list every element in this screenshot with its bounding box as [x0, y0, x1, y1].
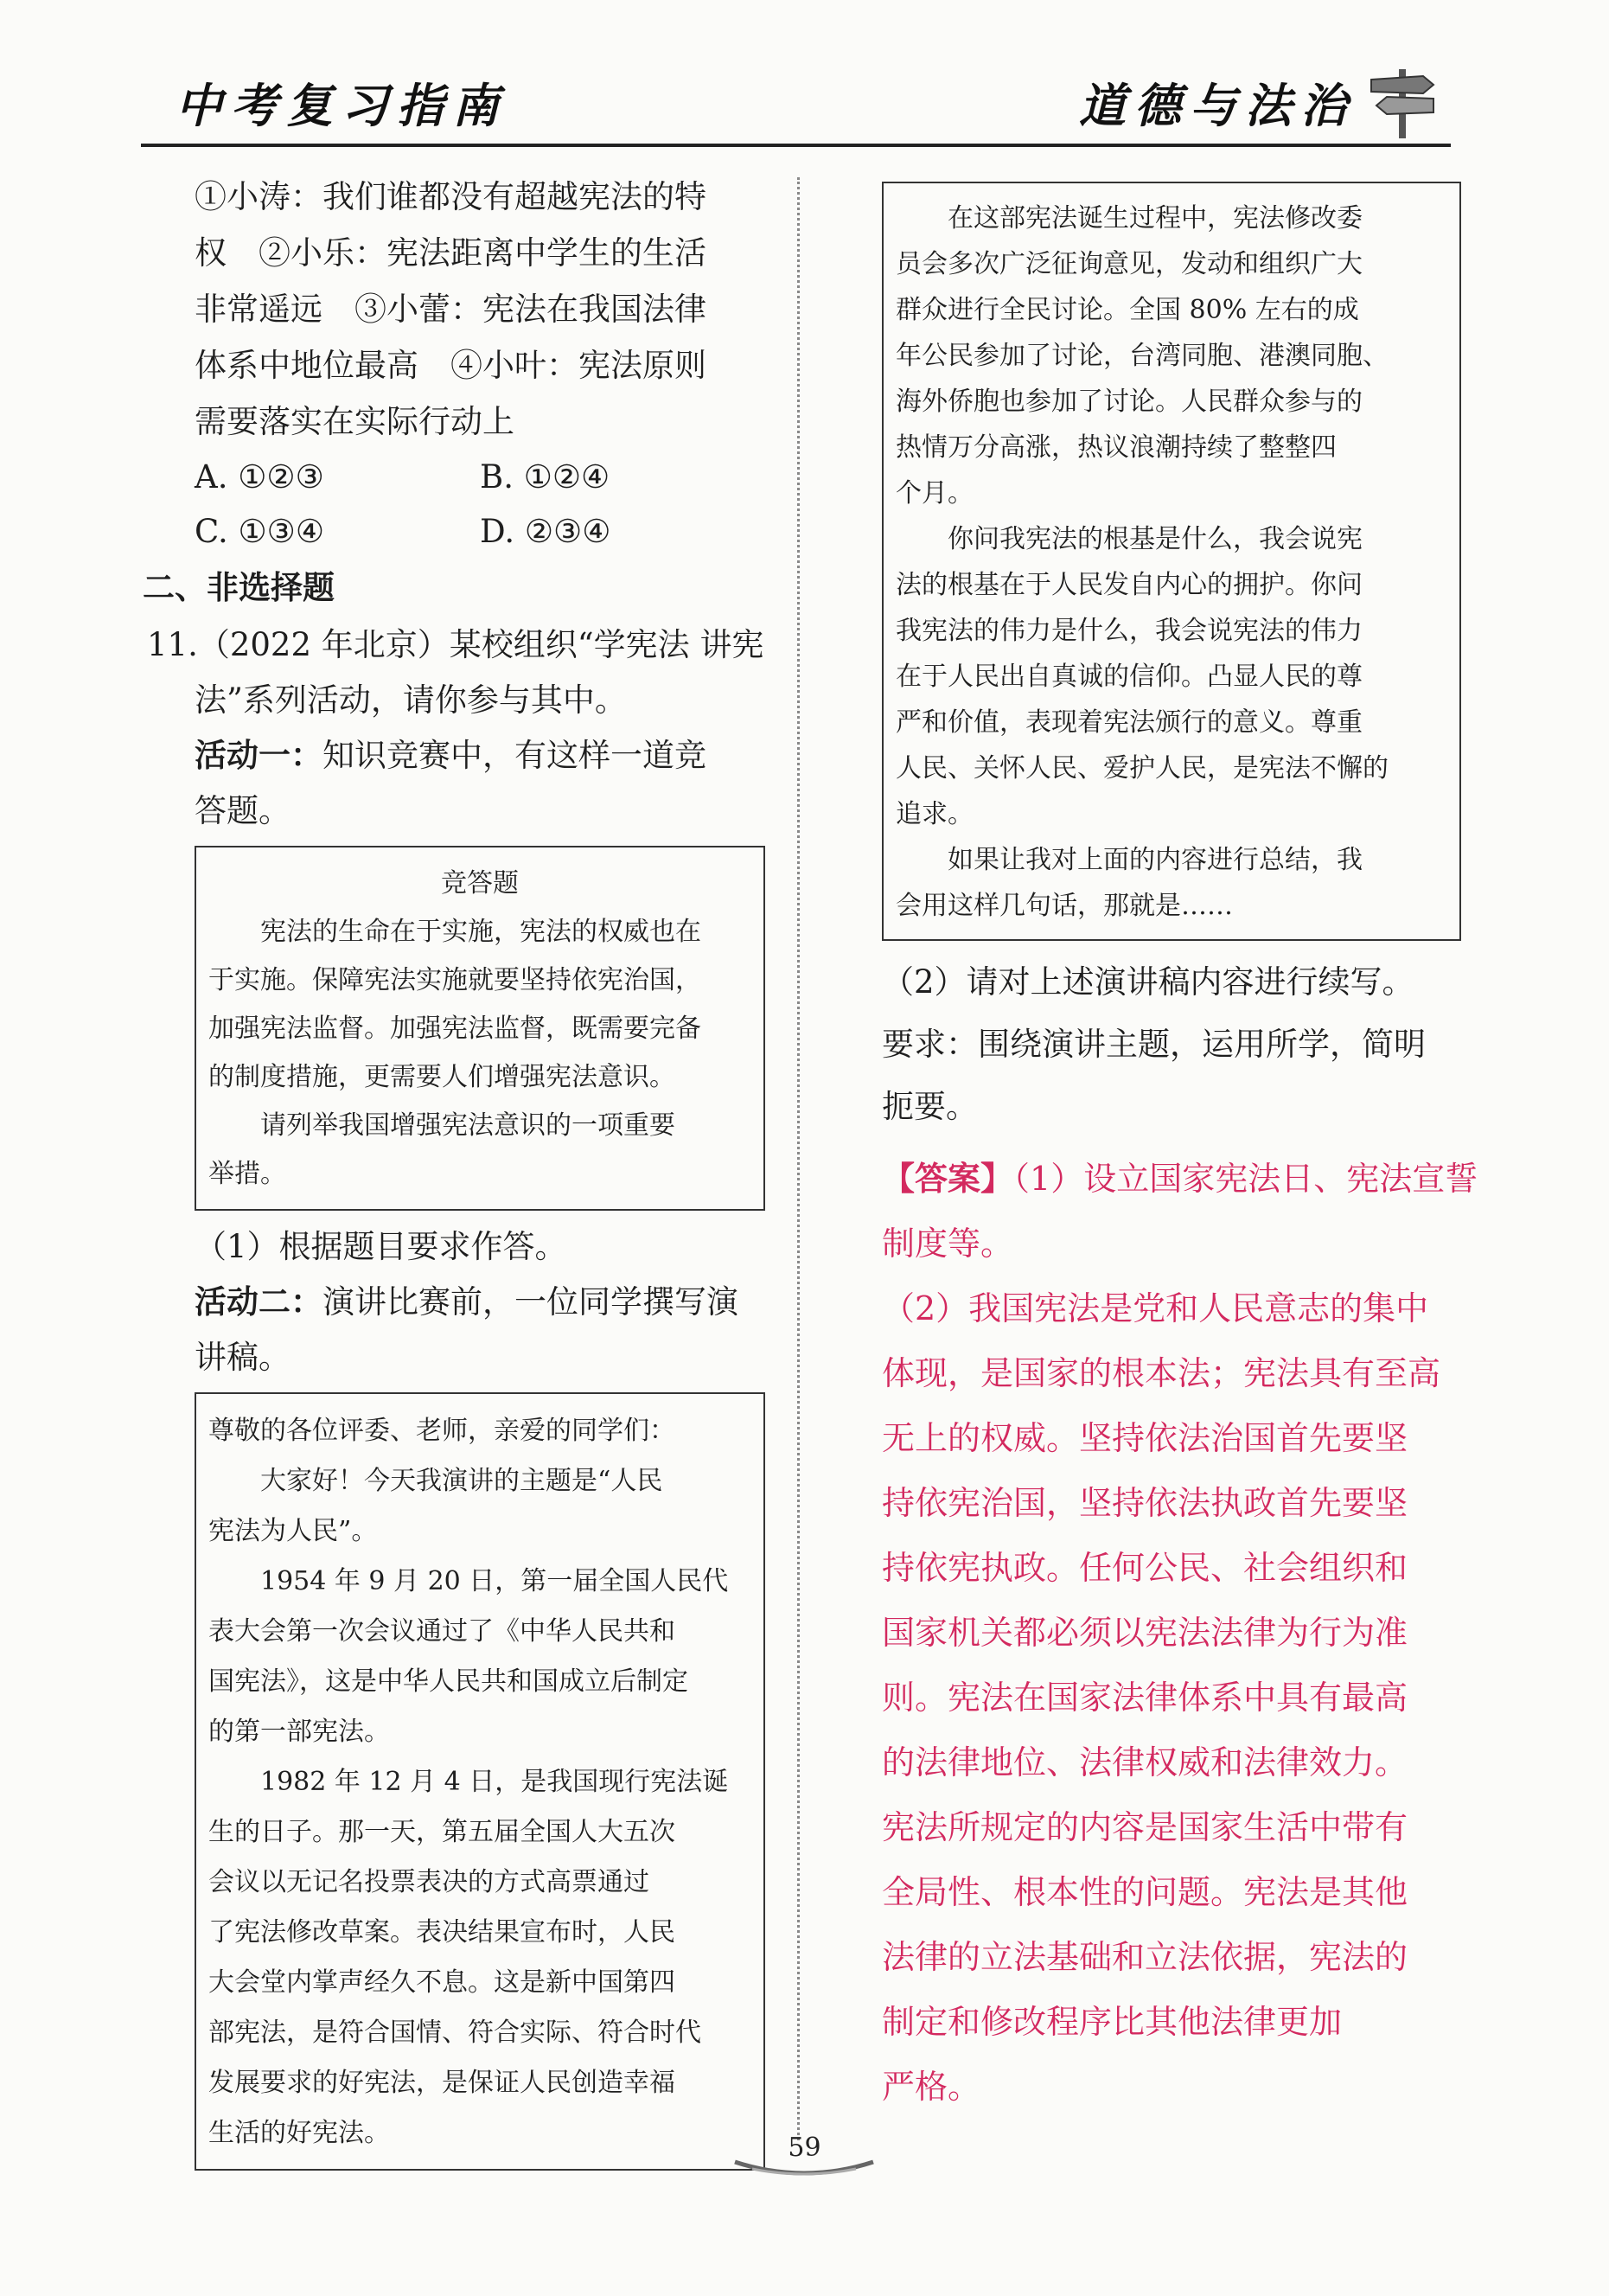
option-b: B. ①②④	[480, 458, 610, 496]
answer-line: 全局性、根本性的问题。宪法是其他	[882, 1873, 1408, 1911]
left-column	[143, 169, 765, 2171]
page-header	[141, 67, 1451, 147]
quiz-box-line: 的制度措施，更需要人们增强宪法意识。	[208, 1062, 675, 1092]
speech-line: 你问我宪法的根基是什么，我会说宪	[948, 524, 1363, 554]
speech-line: 海外侨胞也参加了讨论。人民群众参与的	[896, 387, 1363, 417]
choice-line: 体系中地位最高 ④小叶：宪法原则	[195, 347, 706, 384]
section-title: 二、非选择题	[143, 569, 335, 606]
activity-1	[195, 728, 765, 783]
answer-tag: 【答案】	[882, 1160, 1014, 1198]
speech-line: 1954 年 9 月 20 日，第一届全国人民代	[260, 1566, 729, 1596]
activity-1-text: 答题。	[195, 792, 291, 829]
signpost-icon	[1363, 61, 1442, 140]
speech-line: 发展要求的好宪法，是保证人民创造幸福	[208, 2068, 675, 2098]
quiz-box-line: 于实施。保障宪法实施就要坚持依宪治国，	[208, 965, 701, 995]
choice-line: ①小涛：我们谁都没有超越宪法的特	[195, 178, 706, 215]
option-d: D. ②③④	[480, 513, 611, 550]
column-divider	[797, 177, 800, 2140]
answer-line: 则。宪法在国家法律体系中具有最高	[882, 1679, 1408, 1717]
speech-line: 员会多次广泛征询意见，发动和组织广大	[896, 249, 1363, 279]
book-title: 中考复习指南	[176, 79, 508, 133]
subject-title: 道德与法治	[1079, 79, 1356, 133]
activity-2	[195, 1275, 765, 1330]
answer-line: 无上的权威。坚持依法治国首先要坚	[882, 1419, 1408, 1457]
speech-box	[195, 1392, 765, 2171]
speech-line: 1982 年 12 月 4 日，是我国现行宪法诞	[260, 1767, 729, 1797]
speech-line: 宪法为人民”。	[208, 1516, 378, 1546]
options-row	[195, 504, 765, 559]
activity-2-label: 活动二：	[195, 1283, 322, 1321]
speech-line: 热情万分高涨，热议浪潮持续了整整四	[896, 432, 1337, 463]
quiz-box	[195, 846, 765, 1211]
quiz-box-line: 举措。	[208, 1159, 286, 1189]
quiz-box-line: 加强宪法监督。加强宪法监督，既需要完备	[208, 1014, 701, 1044]
sub-question-2-line: （2）请对上述演讲稿内容进行续写。	[882, 963, 1414, 1001]
speech-line: 国宪法》，这是中华人民共和国成立后制定	[208, 1666, 688, 1697]
answer-line: 制定和修改程序比其他法律更加	[882, 2003, 1343, 2041]
speech-line: 生的日子。那一天，第五届全国人大五次	[208, 1817, 675, 1847]
options-row	[195, 450, 765, 504]
speech-line: 群众进行全民讨论。全国 80% 左右的成	[896, 295, 1359, 325]
answer-line: （2）我国宪法是党和人民意志的集中	[882, 1289, 1429, 1327]
speech-line: 大家好！今天我演讲的主题是“人民	[260, 1466, 663, 1496]
speech-line: 如果让我对上面的内容进行总结，我	[948, 845, 1363, 875]
speech-line: 严和价值，表现着宪法颁行的意义。尊重	[896, 707, 1363, 738]
answer-line: 严格。	[882, 2068, 981, 2106]
sub-question-1: （1）根据题目要求作答。	[195, 1228, 567, 1265]
quiz-box-line: 请列举我国增强宪法意识的一项重要	[260, 1110, 675, 1141]
option-c: C. ①③④	[195, 513, 325, 550]
speech-line: 表大会第一次会议通过了《中华人民共和	[208, 1616, 675, 1647]
speech-line: 人民、关怀人民、爱护人民，是宪法不懈的	[896, 753, 1389, 783]
speech-line: 部宪法，是符合国情、符合实际、符合时代	[208, 2018, 701, 2048]
answer-line: 宪法所规定的内容是国家生活中带有	[882, 1808, 1408, 1846]
speech-line: 会议以无记名投票表决的方式高票通过	[208, 1867, 649, 1897]
answer-line: 制度等。	[882, 1225, 1014, 1263]
speech-line: 法的根基在于人民发自内心的拥护。你问	[896, 570, 1363, 600]
question-11-line: 法”系列活动，请你参与其中。	[195, 681, 627, 719]
speech-line: 尊敬的各位评委、老师，亲爱的同学们：	[208, 1416, 675, 1446]
answer-line	[882, 1147, 1478, 1212]
sub-question-2	[882, 951, 1461, 1138]
right-column	[882, 182, 1478, 2120]
quiz-box-line: 宪法的生命在于实施，宪法的权威也在	[260, 917, 701, 947]
question-11-line: 11.（2022 年北京）某校组织“学宪法 讲宪	[147, 626, 764, 663]
page-number: 59	[788, 2133, 821, 2163]
activity-2-text: 讲稿。	[195, 1339, 291, 1376]
activity-1-label: 活动一：	[195, 737, 322, 774]
speech-line: 我宪法的伟力是什么，我会说宪法的伟力	[896, 616, 1363, 646]
speech-line: 年公民参加了讨论，台湾同胞、港澳同胞、	[896, 341, 1389, 371]
answer-text: （1）设立国家宪法日、宪法宣誓	[1013, 1160, 1478, 1198]
answer-line: 的法律地位、法律权威和法律效力。	[882, 1743, 1408, 1781]
choice-line: 权 ②小乐：宪法距离中学生的生活	[195, 234, 706, 272]
answer-line: 国家机关都必须以宪法法律为行为准	[882, 1614, 1408, 1652]
answer-line: 持依宪执政。任何公民、社会组织和	[882, 1549, 1408, 1587]
activity-2-text: 演讲比赛前，一位同学撰写演	[322, 1283, 738, 1321]
speech-line: 追求。	[896, 799, 974, 829]
speech-line: 的第一部宪法。	[208, 1717, 390, 1747]
answer-line: 体现，是国家的根本法；宪法具有至高	[882, 1354, 1441, 1392]
quiz-box-title: 竞答题	[441, 868, 519, 899]
sub-question-2-line: 扼要。	[882, 1088, 978, 1125]
speech-line: 了宪法修改草案。表决结果宣布时，人民	[208, 1917, 675, 1947]
choice-line: 非常遥远 ③小蕾：宪法在我国法律	[195, 291, 706, 328]
choice-line: 需要落实在实际行动上	[195, 403, 514, 440]
speech-line: 大会堂内掌声经久不息。这是新中国第四	[208, 1967, 675, 1998]
speech-line: 生活的好宪法。	[208, 2118, 390, 2148]
speech-line: 在这部宪法诞生过程中，宪法修改委	[948, 203, 1363, 233]
speech-line: 个月。	[896, 478, 974, 508]
speech-line: 会用这样几句话，那就是……	[896, 891, 1233, 921]
sub-question-2-line: 要求：围绕演讲主题，运用所学，简明	[882, 1026, 1426, 1063]
speech-box-continued	[882, 182, 1461, 941]
answer-line: 法律的立法基础和立法依据，宪法的	[882, 1938, 1408, 1976]
option-a: A. ①②③	[195, 458, 324, 496]
answer-line: 持依宪治国，坚持依法执政首先要坚	[882, 1484, 1408, 1522]
answer-block	[882, 1147, 1478, 2120]
activity-1-text: 知识竞赛中，有这样一道竞	[322, 737, 706, 774]
speech-line: 在于人民出自真诚的信仰。凸显人民的尊	[896, 662, 1363, 692]
